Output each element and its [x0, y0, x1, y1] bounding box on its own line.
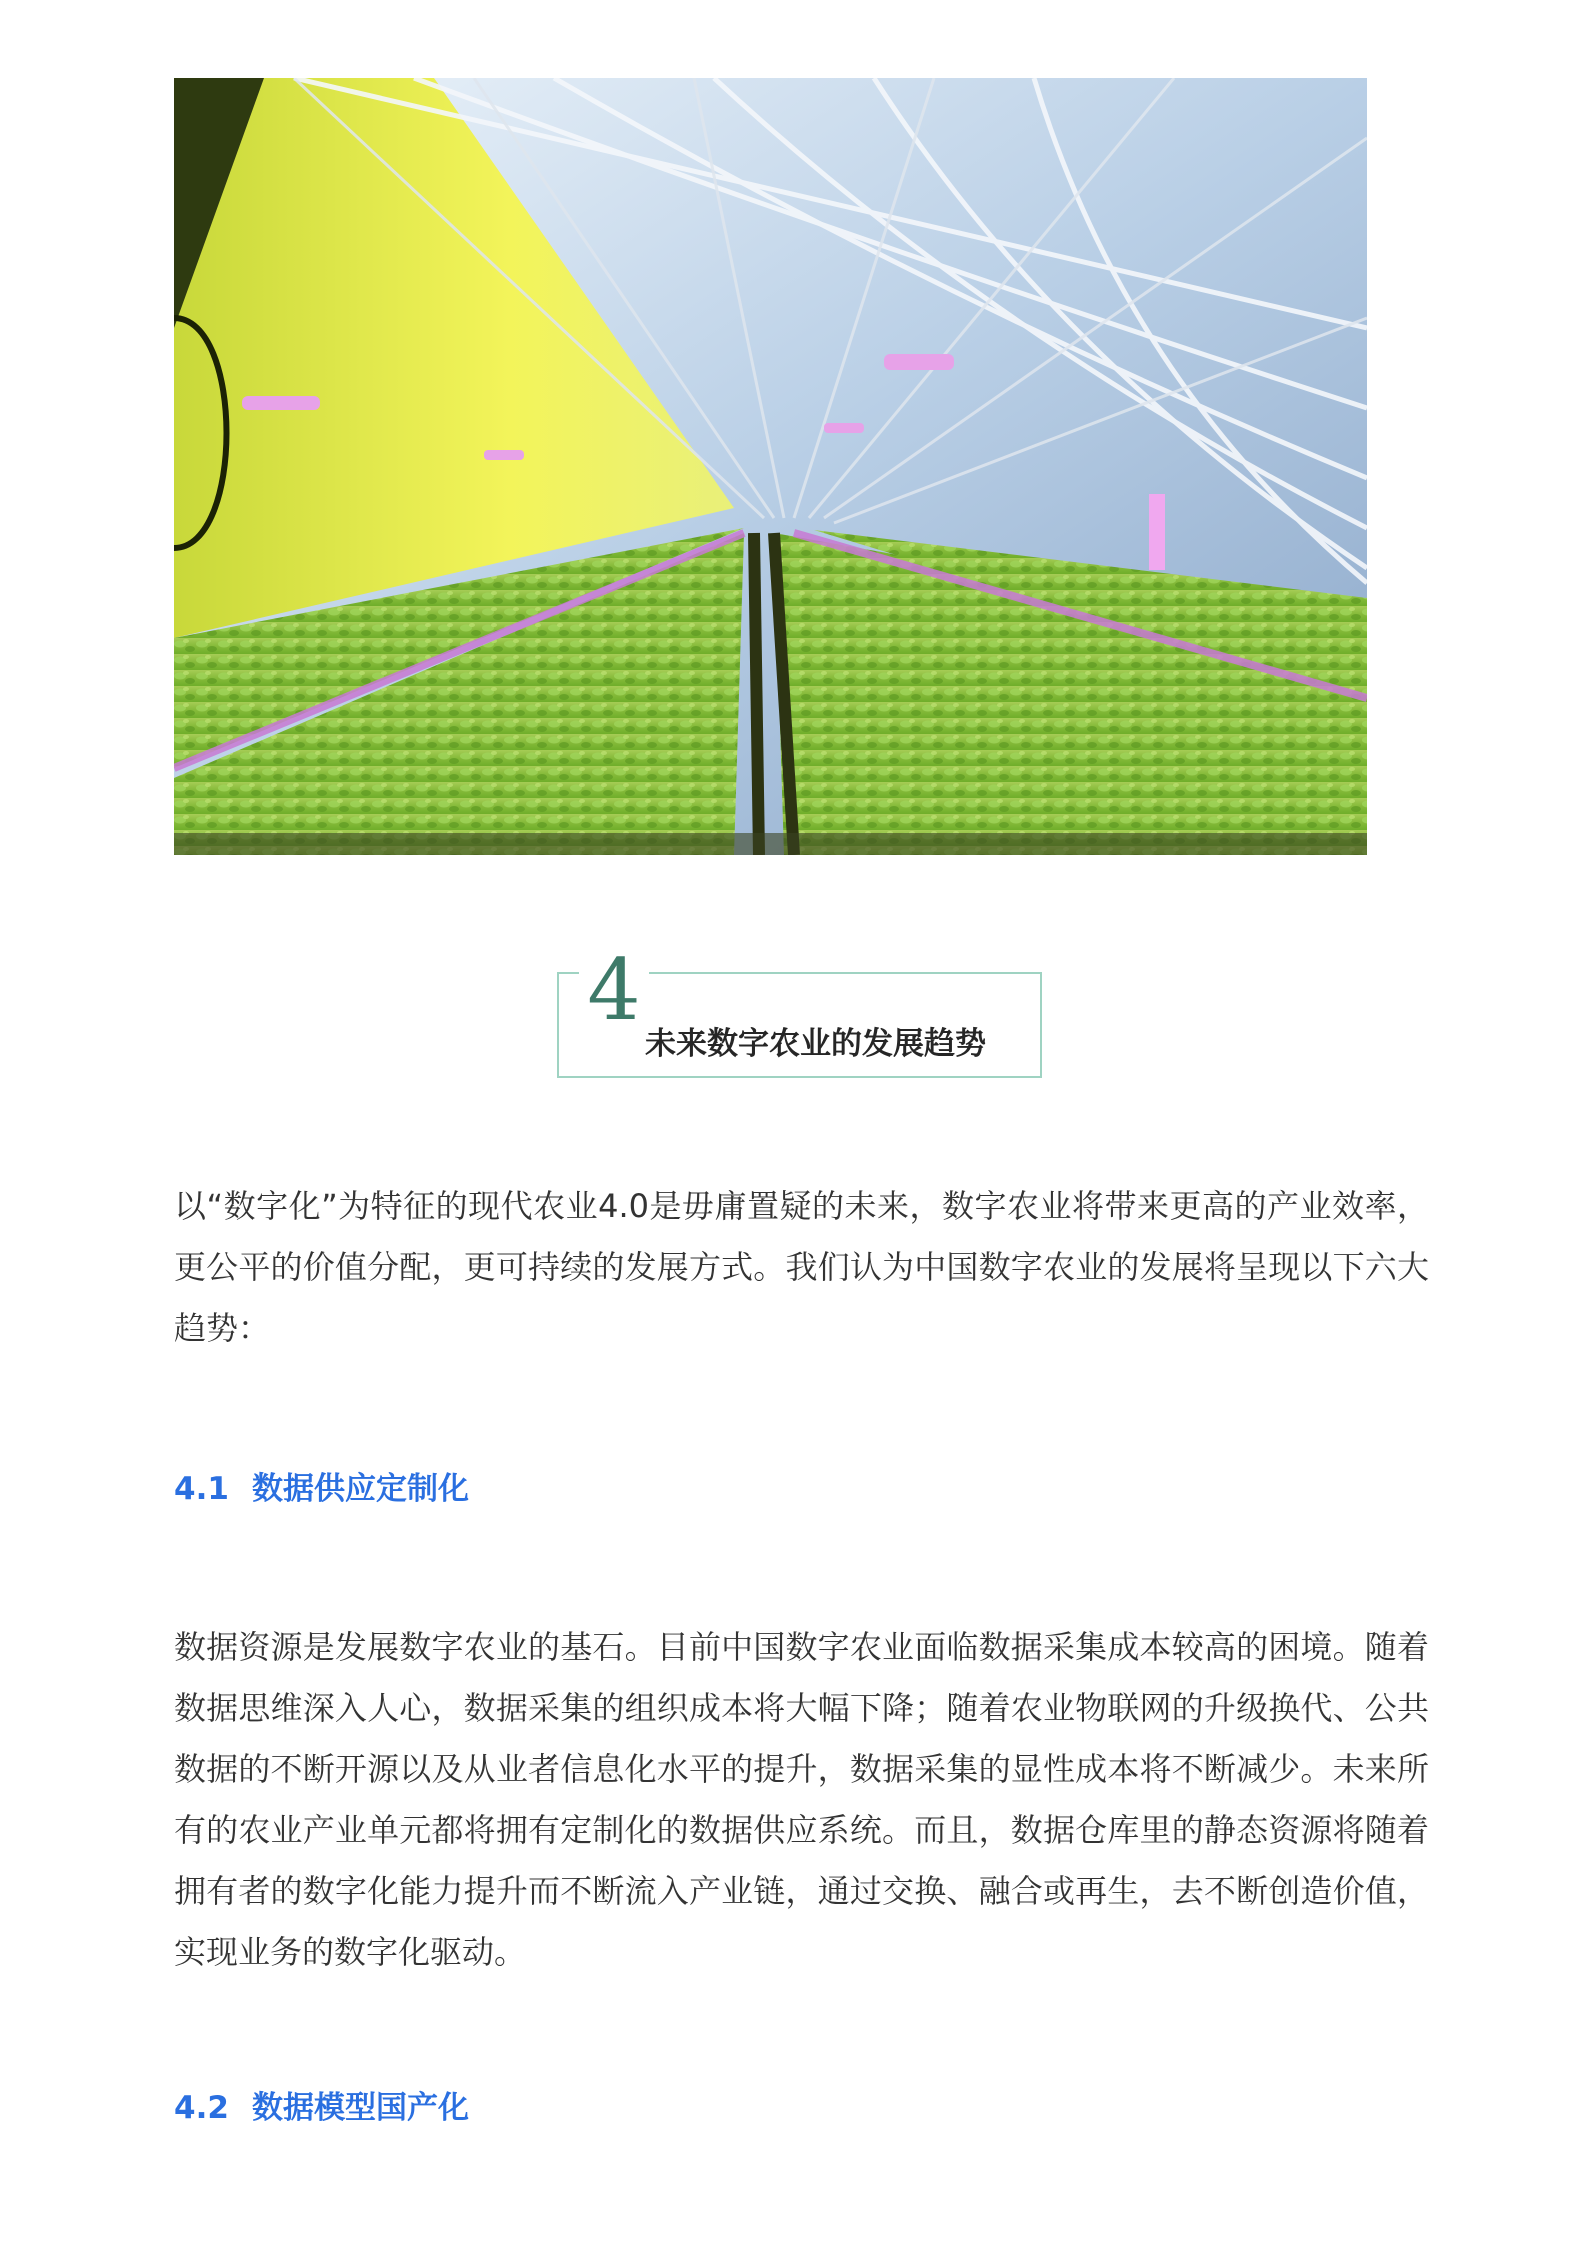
- intro-paragraph: 以“数字化”为特征的现代农业4.0是毋庸置疑的未来，数字农业将带来更高的产业效率，更公平的价值分配，更可持续的发展方式。我们认为中国数字农业的发展将呈现以下六大趋势：: [174, 1187, 1429, 1347]
- section-title: 未来数字农业的发展趋势: [645, 1026, 986, 1062]
- subsection-title: 数据供应定制化: [252, 1471, 469, 1507]
- subsection-number: 4.1: [174, 1471, 229, 1507]
- greenhouse-illustration: [174, 78, 1367, 855]
- subsection-heading-4-2: [174, 2088, 469, 2128]
- subsection-title: 数据模型国产化: [252, 2090, 469, 2126]
- greenhouse-photo: [174, 78, 1367, 855]
- subsection-heading-4-1: [174, 1469, 469, 1509]
- subsection-4-1-paragraph: 数据资源是发展数字农业的基石。目前中国数字农业面临数据采集成本较高的困境。随着数据思维深入人心，数据采集的组织成本将大幅下降；随着农业物联网的升级换代、公共数据的不断开源以及从业者信息化水平的提升，数据采集的显性成本将不断减少。未来所有的农业产业单元都将拥有定制化的数据供应系统。而且，数据仓库里的静态资源将随着拥有者的数字化能力提升而不断流入产业链，通过交换、融合或再生，去不断创造价值，实现业务的数字化驱动。: [174, 1628, 1429, 1971]
- section-number: 4: [579, 940, 649, 1040]
- subsection-number: 4.2: [174, 2090, 229, 2126]
